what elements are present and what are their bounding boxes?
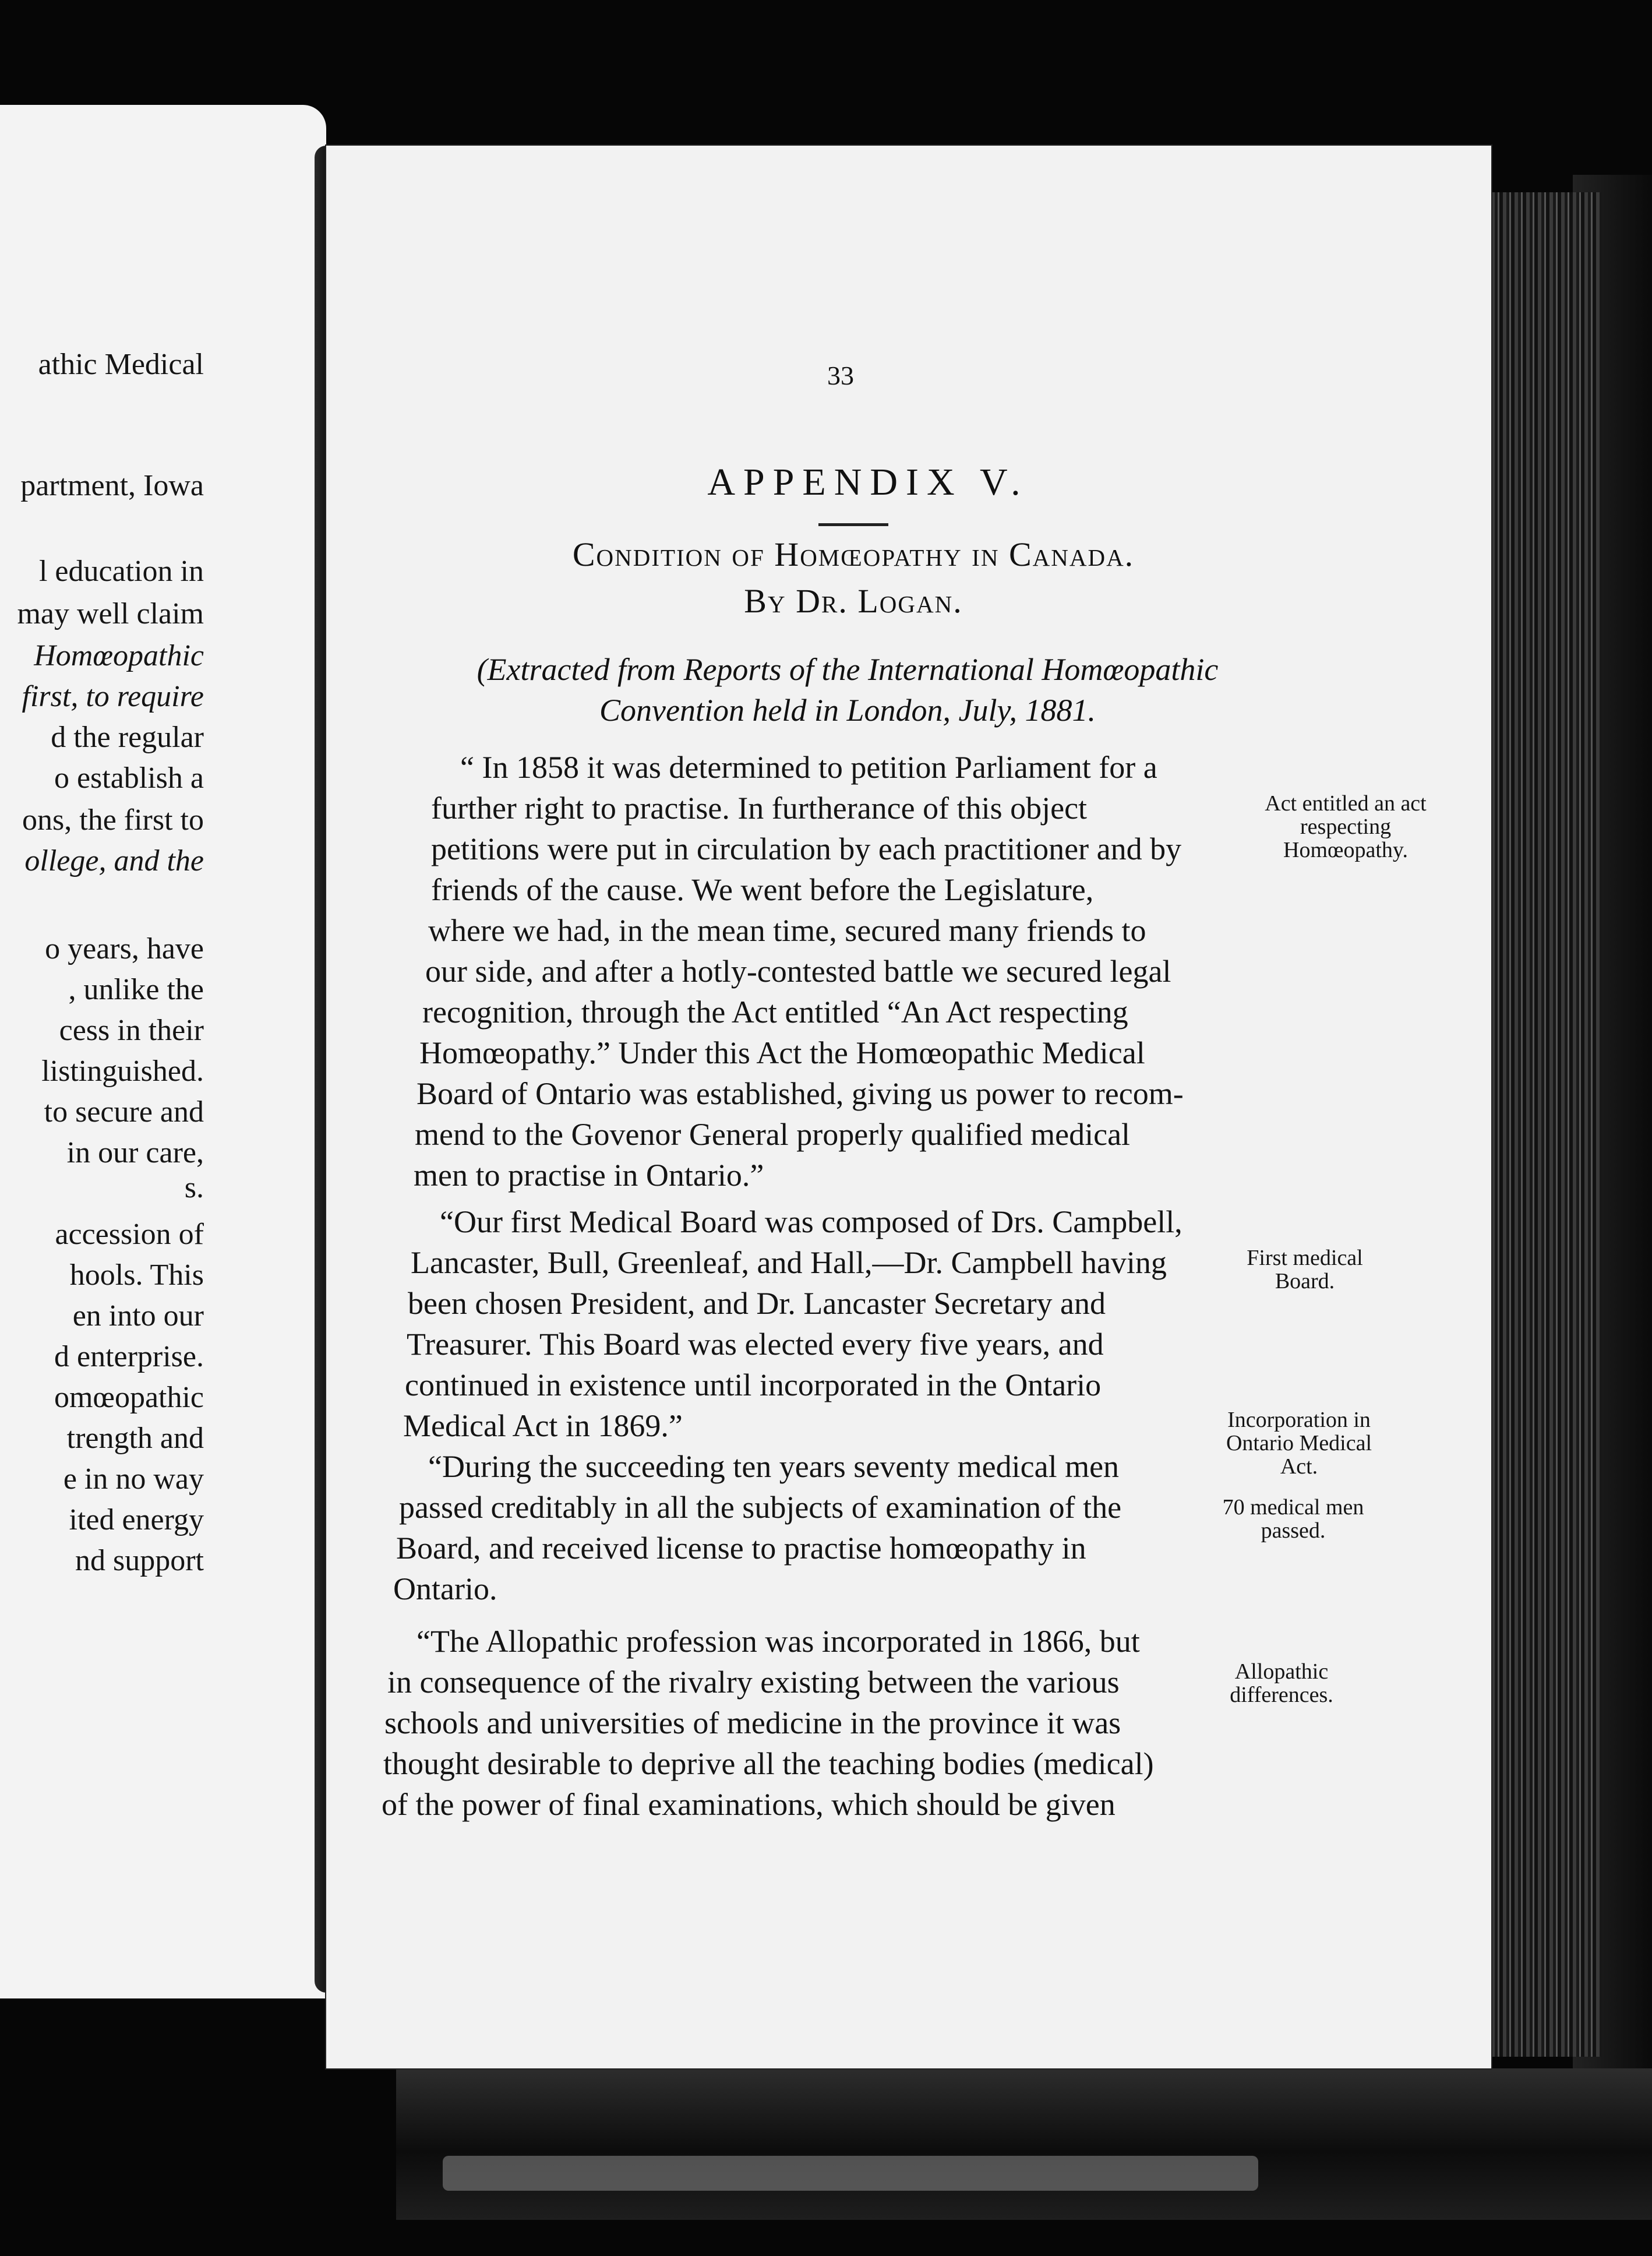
facing-page-line: trength and [66,1422,204,1455]
body-line: Medical Act in 1869.” [403,1408,683,1443]
body-line: been chosen President, and Dr. Lancaster Secretary and [408,1286,1106,1321]
body-line: mend to the Govenor General properly qualified medical [415,1117,1131,1152]
body-line: Lancaster, Bull, Greenleaf, and Hall,—Dr. Campbell having [411,1245,1167,1280]
body-line: Board of Ontario was established, giving us power to recom- [416,1076,1184,1111]
facing-page-line: l education in [38,555,204,588]
source-note: (Extracted from Reports of the International Homœopathic [476,652,1219,687]
facing-page-line: o years, have [45,932,204,965]
margin-note: 70 medical men passed. [1222,1495,1364,1543]
body-line: petitions were put in circulation by each practitioner and by [431,831,1182,866]
page-edges [1480,192,1602,2057]
appendix-heading: APPENDIX V. [707,461,1029,503]
body-line: recognition, through the Act entitled “An Act respecting [422,995,1128,1030]
facing-page-line: in our care, [66,1136,204,1169]
facing-page-line: cess in their [59,1014,204,1047]
body-line: “During the succeeding ten years seventy medical men [428,1449,1120,1484]
body-line: friends of the cause. We went before the Legislature, [431,872,1094,907]
body-line: “The Allopathic profession was incorporated in 1866, but [416,1624,1140,1659]
body-line: Board, and received license to practise homœopathy in [396,1531,1086,1566]
body-line: thought desirable to deprive all the teaching bodies (medical) [383,1746,1154,1781]
facing-page-line: may well claim [17,597,204,630]
facing-page-line: e in no way [63,1462,204,1496]
margin-note: Act entitled an act respecting Homœopathy. [1265,791,1427,862]
body-line: where we had, in the mean time, secured many friends to [428,913,1146,948]
facing-page-line: ollege, and the [24,844,204,877]
facing-page-line: o establish a [54,762,204,795]
margin-note: First medical Board. [1247,1246,1363,1293]
source-note: Convention held in London, July, 1881. [599,693,1096,728]
body-line: men to practise in Ontario.” [414,1158,764,1193]
facing-page-line: first, to require [22,680,204,713]
facing-page-line: athic Medical [38,348,204,381]
body-line: Homœopathy.” Under this Act the Homœopathic Medical [419,1035,1145,1070]
margin-note: Allopathic differences. [1230,1659,1333,1707]
facing-page-line: s. [184,1171,204,1204]
book-cover-bottom [396,2068,1652,2220]
body-line: our side, and after a hotly-contested battle we secured legal [425,954,1171,989]
cover-edge-highlight [443,2156,1258,2191]
facing-page-line: ited energy [69,1503,204,1536]
body-line: further right to practise. In furtherance of this object [431,791,1088,826]
body-line: Treasurer. This Board was elected every five years, and [407,1327,1104,1362]
body-line: “Our first Medical Board was composed of Drs. Campbell, [440,1204,1182,1239]
facing-page-left [0,105,326,1998]
facing-page-line: accession of [55,1218,204,1251]
facing-page-line: omœopathic [54,1381,204,1414]
body-line: in consequence of the rivalry existing between the various [387,1665,1120,1700]
section-title: Condition of Homœopathy in Canada. [572,535,1135,573]
facing-page-line: nd support [75,1544,204,1577]
facing-page-line: Homœopathic [34,639,204,672]
facing-page-line: ons, the first to [22,803,204,837]
facing-page-line: d the regular [51,721,204,754]
facing-page-line: listinguished. [41,1055,204,1088]
body-line: Ontario. [393,1571,497,1606]
facing-page-line: en into our [72,1299,204,1333]
body-line: “ In 1858 it was determined to petition Parliament for a [460,750,1157,785]
author-line: By Dr. Logan. [744,582,963,620]
body-line: schools and universities of medicine in the province it was [384,1705,1121,1740]
facing-page-line: to secure and [44,1095,204,1129]
margin-note: Incorporation in Ontario Medical Act. [1226,1408,1372,1479]
body-line: passed creditably in all the subjects of examination of the [399,1490,1122,1525]
facing-page-line: partment, Iowa [20,469,204,502]
facing-page-line: hools. This [69,1259,204,1292]
heading-rule [818,523,888,526]
body-line: of the power of final examinations, which should be given [382,1787,1116,1822]
facing-page-line: d enterprise. [54,1340,204,1373]
page-number: 33 [827,361,854,390]
body-line: continued in existence until incorporated in the Ontario [405,1367,1102,1402]
facing-page-line: , unlike the [68,973,204,1006]
